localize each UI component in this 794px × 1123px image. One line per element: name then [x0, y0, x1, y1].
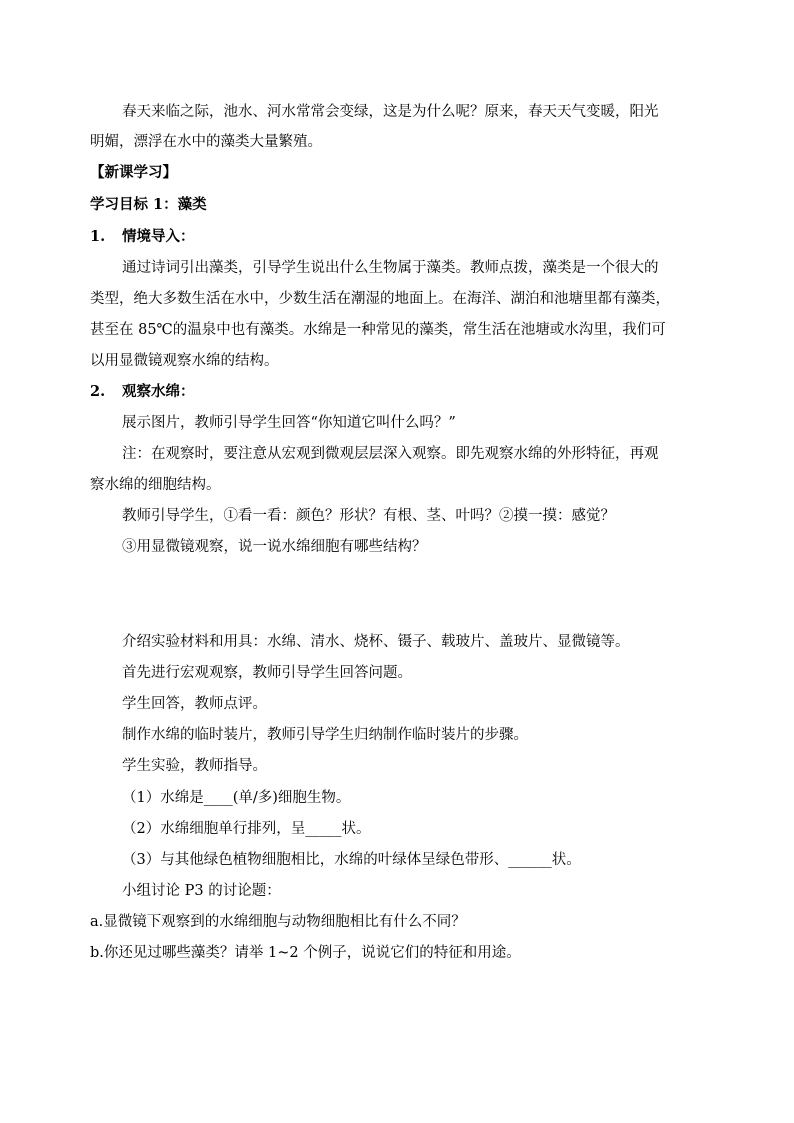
- item1-line-1: 通过诗词引出藻类，引导学生说出什么生物属于藻类。教师点拨，藻类是一个很大的: [122, 260, 659, 276]
- discussion-question-b: b.你还见过哪些藻类？请举 1~2 个例子，说说它们的特征和用途。: [90, 945, 521, 961]
- item1-line-3: 甚至在 85℃的温泉中也有藻类。水绵是一种常见的藻类，常生活在池塘或水沟里，我们可: [90, 322, 666, 338]
- procedure-line-4: 制作水绵的临时装片，教师引导学生归纳制作临时装片的步骤。: [122, 727, 528, 743]
- item2-line-2: 注：在观察时，要注意从宏观到微观层层深入观察。即先观察水绵的外形特征，再观: [122, 446, 659, 462]
- procedure-line-2: 首先进行宏观观察，教师引导学生回答问题。: [122, 665, 412, 681]
- item2-line-5: ③用显微镜观察，说一说水绵细胞有哪些结构？: [122, 539, 427, 555]
- item1-heading: [90, 227, 195, 247]
- procedure-line-3: 学生回答，教师点评。: [122, 696, 267, 712]
- question-2: （2）水绵细胞单行排列，呈_____状。: [122, 821, 371, 837]
- discussion-question-a: a.显微镜下观察到的水绵细胞与动物细胞相比有什么不同？: [90, 914, 466, 930]
- intro-paragraph-line-2: 明媚，漂浮在水中的藻类大量繁殖。: [90, 134, 322, 150]
- item1-line-2: 类型，绝大多数生活在水中，少数生活在潮湿的地面上。在海洋、湖泊和池塘里都有藻类，: [90, 291, 670, 307]
- section-heading: 【新课学习】: [90, 164, 177, 181]
- item2-number: 2.: [90, 383, 106, 400]
- item2-heading: [90, 382, 195, 402]
- item1-line-4: 以用显微镜观察水绵的结构。: [90, 353, 279, 369]
- discussion-intro: 小组讨论 P3 的讨论题：: [122, 883, 281, 899]
- intro-paragraph-line-1: 春天来临之际，池水、河水常常会变绿，这是为什么呢？原来，春天天气变暖，阳光: [122, 104, 659, 120]
- item2-line-4: 教师引导学生，①看一看：颜色？形状？有根、茎、叶吗？②摸一摸：感觉？: [122, 508, 615, 524]
- item2-line-1: 展示图片，教师引导学生回答“你知道它叫什么吗？”: [122, 415, 456, 431]
- objective-heading: 学习目标 1：藻类: [90, 196, 207, 213]
- item1-number: 1.: [90, 228, 106, 245]
- question-3: （3）与其他绿色植物细胞相比，水绵的叶绿体呈绿色带形、______状。: [122, 852, 581, 868]
- item1-title: 情境导入：: [122, 228, 195, 245]
- procedure-line-1: 介绍实验材料和用具：水绵、清水、烧杯、镊子、载玻片、盖玻片、显微镜等。: [122, 634, 630, 650]
- item2-title: 观察水绵：: [122, 383, 195, 400]
- question-1: （1）水绵是____(单/多)细胞生物。: [122, 790, 351, 806]
- procedure-line-5: 学生实验，教师指导。: [122, 758, 267, 774]
- item2-line-3: 察水绵的细胞结构。: [90, 477, 221, 493]
